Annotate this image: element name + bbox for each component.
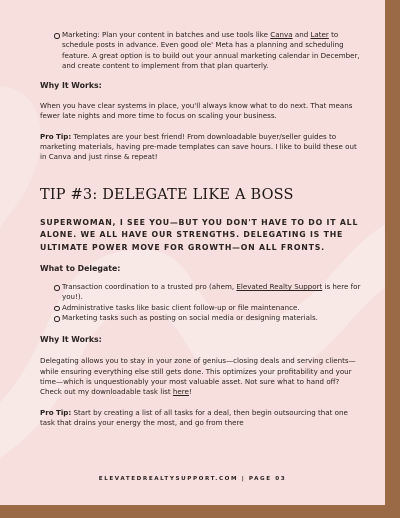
elevated-realty-support-link[interactable]: Elevated Realty Support bbox=[236, 282, 323, 292]
pro-tip-label: Pro Tip: bbox=[40, 131, 72, 141]
list-item: Transaction coordination to a trusted pro (ahem, Elevated Realty Support is here for you!). bbox=[62, 282, 361, 302]
list-item: Marketing tasks such as posting on social media or designing materials. bbox=[62, 313, 362, 323]
list-item: Administrative tasks like basic client follow-up or file maintenance. bbox=[62, 303, 362, 313]
canva-link[interactable]: Canva bbox=[270, 30, 293, 39]
tip-3-title: TIP #3: DELEGATE LIKE A BOSS bbox=[40, 186, 294, 203]
why-it-works-body-2: Delegating allows you to stay in your zone of genius—closing deals and serving clients—while ensuring everything else still gets done. This optimizes your profitability and your time—which is unquestionably your most valuable asset. Not sure what to hand off? Check out my downloadable task list here! bbox=[40, 356, 356, 397]
later-link[interactable]: Later bbox=[310, 30, 329, 39]
what-to-delegate-heading: What to Delegate: bbox=[40, 264, 121, 274]
list-item: Marketing: Plan your content in batches and use tools like Canva and Later to schedule posts in advance. Even good ole' Meta has a planning and scheduling feature. A great option is to build out your annual marketing calendar in December, and create content to implement from that plan quarterly. bbox=[62, 30, 362, 71]
delegate-list bbox=[40, 282, 362, 323]
pro-tip-label: Pro Tip: bbox=[40, 407, 72, 417]
pro-tip-paragraph: Pro Tip: Templates are your best friend! From downloadable buyer/seller guides to marketing materials, having pre-made templates can save hours. I like to build these out in Canva and just rinse & repeat! bbox=[40, 131, 357, 162]
why-it-works-heading-2: Why It Works: bbox=[40, 335, 102, 345]
page-footer: ELEVATEDREALTYSUPPORT.COM | PAGE 03 bbox=[98, 476, 287, 482]
intro-bullet-list bbox=[40, 30, 362, 71]
tip-3-callout: SUPERWOMAN, I SEE YOU—BUT YOU DON'T HAVE TO DO IT ALL ALONE. WE ALL HAVE OUR STRENGTHS. DELEGATING IS THE ULTIMATE POWER MOVE FOR GROWTH—ON ALL FRONTS. bbox=[40, 217, 359, 252]
pro-tip-paragraph-2: Pro Tip: Start by creating a list of all tasks for a deal, then begin outsourcing that one task that drains your energy the most, and go from there bbox=[40, 407, 348, 427]
page-content bbox=[40, 30, 362, 428]
task-list-link[interactable]: here bbox=[172, 387, 189, 397]
why-it-works-heading: Why It Works: bbox=[40, 81, 102, 91]
why-it-works-body: When you have clear systems in place, you'll always know what to do next. That means fewer late nights and more time to focus on scaling your business. bbox=[40, 101, 353, 121]
